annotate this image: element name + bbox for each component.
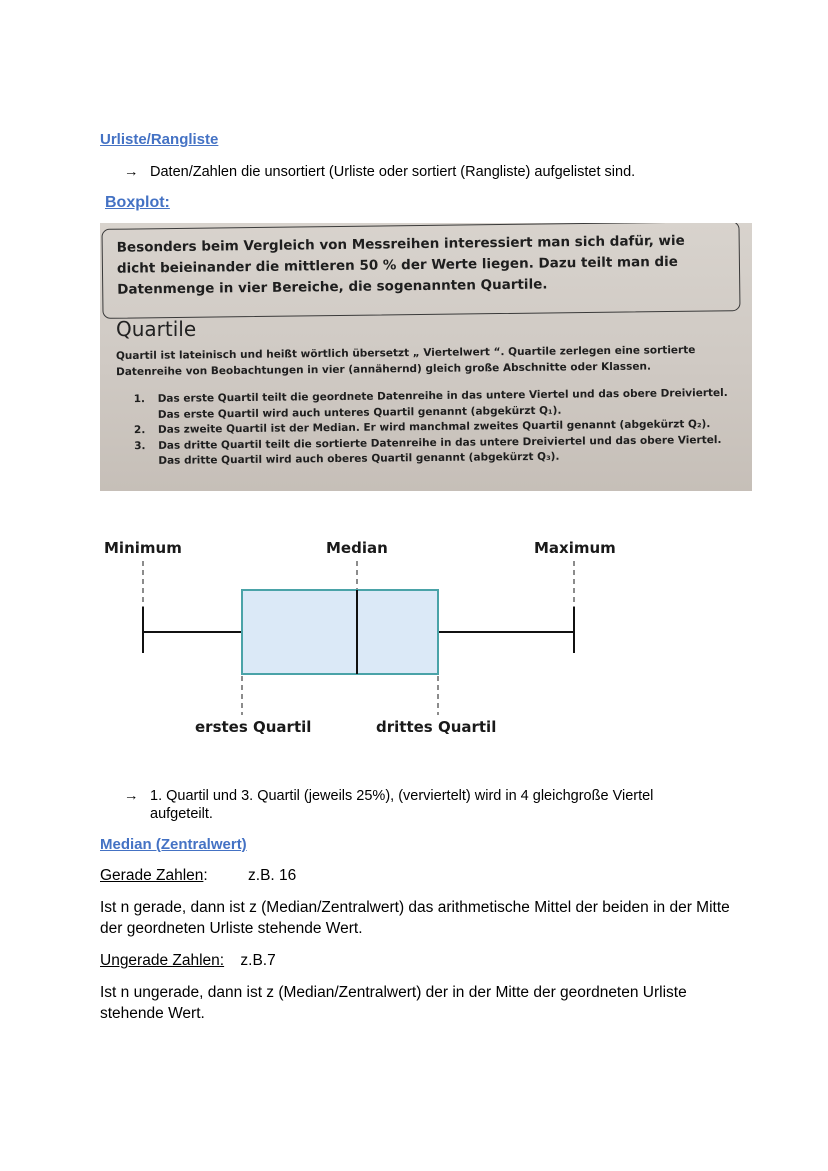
label-minimum: Minimum bbox=[104, 539, 182, 557]
ungerade-line bbox=[100, 950, 276, 971]
gerade-colon: : bbox=[203, 867, 208, 884]
quartile-note-line2: aufgeteilt. bbox=[150, 806, 213, 822]
photo-info-box: Besonders beim Vergleich von Messreihen interessiert man sich dafür, wie dicht beieinander die mittleren 50 % der Werte liegen. Dazu teilt man die Datenmenge in vier Bereiche, die sogenannten Quartile. bbox=[101, 223, 740, 319]
gerade-example: z.B. 16 bbox=[248, 867, 297, 884]
textbook-photo bbox=[100, 223, 752, 491]
quartile-note-line1: 1. Quartil und 3. Quartil (jeweils 25%), (verviertelt) wird in 4 gleichgroße Viertel bbox=[150, 788, 654, 804]
quartile-note bbox=[124, 787, 724, 823]
gerade-label: Gerade Zahlen bbox=[100, 867, 204, 884]
ungerade-example: z.B.7 bbox=[240, 952, 276, 969]
iqr-box bbox=[242, 590, 438, 674]
list-number: 1. bbox=[133, 393, 146, 406]
list-item-text: Das erste Quartil teilt die geordnete Datenreihe in das untere Viertel und das obere Dreiviertel. Das erste Quartil wird auch unteres Quartil genannt (abgekürzt Q₁). bbox=[157, 386, 728, 421]
ungerade-text: Ist n ungerade, dann ist z (Median/Zentralwert) der in der Mitte der geordneten Urliste stehende Wert. bbox=[100, 984, 687, 1022]
quartile-title: Quartile bbox=[116, 317, 197, 341]
urliste-heading: Urliste/Rangliste bbox=[100, 131, 219, 148]
ungerade-label: Ungerade Zahlen: bbox=[100, 952, 225, 969]
urliste-definition bbox=[124, 163, 635, 181]
label-q1: erstes Quartil bbox=[195, 718, 312, 736]
gerade-text: Ist n gerade, dann ist z (Median/Zentralwert) das arithmetische Mittel der beiden in der Mitte der geordneten Urliste stehende Wert. bbox=[100, 899, 730, 937]
list-number: 2. bbox=[133, 424, 146, 437]
median-heading: Median (Zentralwert) bbox=[100, 836, 247, 853]
list-item-text: Das dritte Quartil teilt die sortierte Datenreihe in das untere Dreiviertel und das obere Viertel. Das dritte Quartil wird auch oberes Quartil genannt (abgekürzt Q₃). bbox=[158, 433, 722, 467]
label-maximum: Maximum bbox=[534, 539, 616, 557]
urliste-text: Daten/Zahlen die unsortiert (Urliste oder sortiert (Rangliste) aufgelistet sind. bbox=[150, 164, 636, 180]
list-item-text: Das zweite Quartil ist der Median. Er wird manchmal zweites Quartil genannt (abgekürzt Q₂). bbox=[157, 418, 711, 436]
quartile-list bbox=[134, 386, 735, 470]
list-number: 3. bbox=[134, 439, 146, 452]
quartile-intro: Quartil ist lateinisch und heißt wörtlich übersetzt „ Viertelwert “. Quartile zerlegen eine sortierte Datenreihe von Beobachtungen in vier (annähernd) gleich große Abschnitte oder Klassen. bbox=[115, 344, 696, 379]
arrow-icon: → bbox=[124, 164, 139, 180]
label-median: Median bbox=[326, 539, 388, 557]
arrow-icon: → bbox=[124, 788, 139, 804]
label-q3: drittes Quartil bbox=[376, 718, 497, 736]
boxplot-diagram bbox=[100, 555, 660, 720]
quartile-list-item bbox=[134, 432, 734, 469]
boxplot-heading: Boxplot: bbox=[105, 194, 170, 211]
gerade-line bbox=[100, 865, 296, 886]
